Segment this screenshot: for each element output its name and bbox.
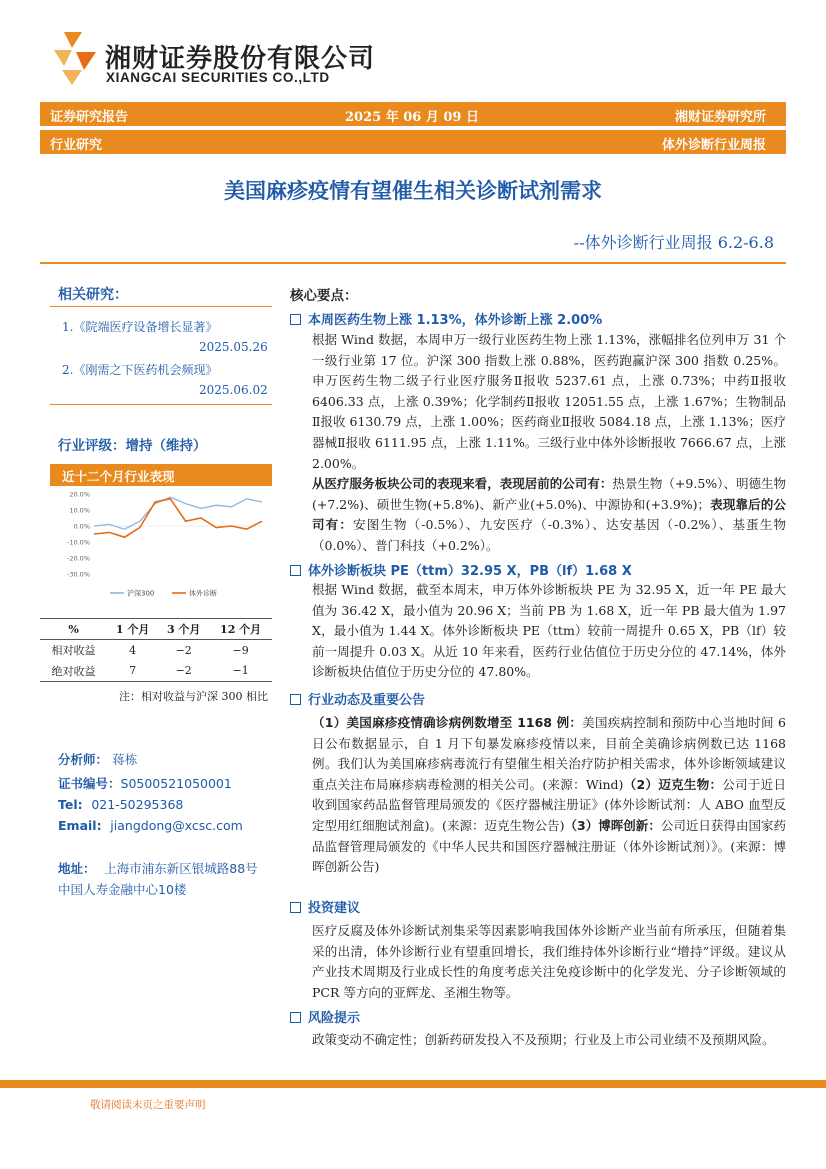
y-tick-label: 0.0% [73, 522, 90, 531]
section-2-title-text: 体外诊断板块 PE（ttm）32.95 X，PB（lf）1.68 X [308, 564, 632, 579]
news-3-title: （3）博晖创新： [564, 817, 661, 833]
section-1-company-paragraph [312, 474, 786, 556]
table-cell: −2 [175, 664, 192, 678]
cert-number: S0500521050001 [120, 776, 232, 791]
institute-name: 湘财证券研究所 [674, 110, 766, 125]
tel-label: Tel: [58, 797, 83, 812]
tel-value: 021-50295368 [91, 797, 184, 812]
report-series: 体外诊断行业周报 [661, 138, 766, 153]
analyst-label: 分析师： [58, 752, 109, 767]
chart-header: 近十二个月行业表现 [50, 464, 272, 486]
table-cell: −2 [175, 643, 192, 657]
company-logo-icon [52, 30, 100, 86]
address-line [58, 859, 258, 877]
laggards-label: 表现靠后的公司有： [312, 496, 786, 533]
cert-line [58, 774, 232, 792]
performance-table [40, 618, 272, 682]
section-3-title [290, 689, 425, 708]
leaders-label: 从医疗服务板块公司的表现来看，表现居前的公司有： [312, 476, 613, 491]
section-5-title-text: 风险提示 [308, 1011, 361, 1026]
checkbox-icon [290, 902, 301, 913]
table-row [40, 640, 272, 661]
company-name-en: XIANGCAI SECURITIES CO.,LTD [106, 70, 330, 85]
report-title: 美国麻疹疫情有望催生相关诊断试剂需求 [224, 179, 602, 203]
address-label: 地址： [58, 861, 96, 876]
section-3-title-text: 行业动态及重要公告 [308, 693, 426, 708]
industry-rating: 行业评级：增持（维持） [58, 438, 207, 454]
y-tick-label: 20.0% [69, 490, 90, 499]
table-header: % [68, 622, 79, 636]
checkbox-icon [290, 314, 301, 325]
checkbox-icon [290, 694, 301, 705]
table-note: 注：相对收益与沪深 300 相比 [119, 690, 268, 703]
section-5-title [290, 1007, 360, 1026]
title-divider [40, 262, 786, 264]
footer-bar [0, 1080, 826, 1088]
performance-chart [50, 488, 272, 606]
section-2-paragraph: 根据 Wind 数据，截至本周末，申万体外诊断板块 PE 为 32.95 X，近一年 PE 最大值为 36.42 X，最小值为 20.96 X；当前 PB 为 1.68 X，近一年 PB 最大值为 1.97 X，最小值为 1.44 X。体外诊断板块 PE（ttm）较前一周提升 0.65 X，PB（lf）较前一周提升 0.03 X。从近 10 年来看，医药行业估值位于历史分位的 47.14%，体外诊断板块估值位于历史分位的 47.80%。 [312, 582, 786, 680]
table-header: 12 个月 [220, 623, 262, 636]
section-2-title [290, 560, 632, 579]
sidebar-divider [50, 306, 272, 307]
news-3-text: 公司近日获得由国家药品监督管理局颁发的《中华人民共和国医疗器械注册证（体外诊断试剂）》。(来源：博晖创新公告) [312, 817, 786, 875]
related-ref-1-date: 2025.05.26 [199, 340, 268, 354]
table-cell: 相对收益 [51, 644, 96, 658]
checkbox-icon [290, 1012, 301, 1023]
y-tick-label: -10.0% [67, 538, 90, 547]
section-3-paragraph [312, 713, 786, 878]
report-subtitle: --体外诊断行业周报 6.2-6.8 [573, 233, 774, 252]
news-1-text: 美国疾病控制和预防中心当地时间 6 日公布数据显示，自 1 月下旬暴发麻疹疫情以来，目前全美确诊病例数已达 1168 例。我们认为美国麻疹病毒流行有望催生相关治疗防护相关需求，体外诊断领域建议重点关注布局麻疹病毒检测的相关公司。(来源：Wind) [312, 715, 786, 792]
section-1-title-text: 本周医药生物上涨 1.13%，体外诊断上涨 2.00% [308, 313, 603, 328]
email-line [58, 818, 243, 833]
header-bar-2 [40, 130, 786, 154]
related-ref-1[interactable]: 1.《院端医疗设备增长显著》 [62, 320, 218, 334]
y-tick-label: 10.0% [69, 506, 90, 515]
section-4-paragraph: 医疗反腐及体外诊断试剂集采等因素影响我国体外诊断产业当前有所承压，但随着集采的出清，体外诊断行业有望重回增长，我们维持体外诊断行业“增持”评级。建议从产业技术周期及行业成长性的角度考虑关注免疫诊断中的化学发光、分子诊断领域的 PCR 等方向的亚辉龙、圣湘生物等。 [312, 923, 786, 1000]
table-cell: −1 [232, 664, 249, 678]
section-1-paragraph: 根据 Wind 数据，本周申万一级行业医药生物上涨 1.13%，涨幅排名位列申万 31 个一级行业第 17 位。沪深 300 指数上涨 0.88%，医药跑赢沪深 300 指数 0.25%。申万医药生物二级子行业医疗服务Ⅱ报收 5237.61 点，上涨 0.73%；中药Ⅱ报收 6406.33 点，上涨 0.39%；化学制药Ⅱ报收 12051.55 点，上涨 1.67%；生物制品Ⅱ报收 6130.79 点，上涨 1.00%；医药商业Ⅱ报收 5084.18 点，上涨 1.13%；医疗器械Ⅱ报收 6111.95 点，上涨 1.11%。三级行业中体外诊断报收 7666.67 点，上涨 2.00%。 [312, 332, 786, 471]
cert-label: 证书编号： [58, 776, 121, 791]
table-header: 1 个月 [115, 623, 150, 636]
table-cell: 绝对收益 [51, 664, 96, 678]
section-5-paragraph: 政策变动不确定性；创新药研发投入不及预期；行业及上市公司业绩不及预期风险。 [312, 1032, 775, 1047]
header-bar-1 [40, 102, 786, 126]
laggards-list: 安图生物（-0.5%）、九安医疗（-0.3%）、达安基因（-0.2%）、基蛋生物（0.0%）、普门科技（+0.2%）。 [312, 517, 786, 553]
legend-label: 沪深300 [127, 589, 155, 598]
related-research-title: 相关研究： [58, 287, 128, 303]
email-value[interactable]: jiangdong@xcsc.com [110, 818, 243, 833]
core-points-title: 核心要点： [290, 288, 358, 304]
table-cell: 7 [129, 664, 137, 678]
address-line-1: 上海市浦东新区银城路88号 [104, 861, 258, 876]
tel-line [58, 797, 183, 812]
footer-disclaimer[interactable]: 敬请阅读末页之重要声明 [90, 1099, 206, 1111]
section-1-title [290, 309, 602, 328]
address-line-2-row [58, 880, 186, 898]
report-category: 行业研究 [50, 138, 103, 153]
news-1-title: （1）美国麻疹疫情确诊病例数增至 1168 例： [312, 715, 583, 730]
related-ref-2-date: 2025.06.02 [199, 383, 268, 397]
section-4-title [290, 897, 360, 916]
email-label: Email: [58, 818, 102, 833]
report-date: 2025 年 06 月 09 日 [345, 110, 479, 125]
news-2-text: 公司于近日收到国家药品监督管理局颁发的《医疗器械注册证》(体外诊断试剂：人 ABO 血型反定型用红细胞试剂盒)。(来源：迈克生物公告) [312, 776, 786, 833]
report-type: 证券研究报告 [50, 110, 129, 125]
leaders-list: 热景生物（+9.5%）、明德生物(+7.2%)、硕世生物(+5.8%)、新产业(+5.0%)、中源协和(+3.9%)； [312, 476, 786, 512]
table-row [40, 661, 272, 682]
table-cell: −9 [232, 643, 249, 657]
sidebar-divider [50, 404, 272, 405]
analyst-line [58, 750, 137, 768]
address-line-2: 中国人寿金融中心10楼 [58, 882, 187, 897]
y-tick-label: -20.0% [67, 554, 90, 563]
company-name-cn: 湘财证券股份有限公司 [105, 44, 376, 74]
checkbox-icon [290, 565, 301, 576]
legend-label: 体外诊断 [189, 589, 217, 598]
news-2-title: （2）迈克生物： [623, 776, 723, 792]
table-cell: 4 [129, 643, 137, 657]
section-4-title-text: 投资建议 [308, 901, 361, 916]
y-tick-label: -30.0% [67, 570, 90, 579]
table-header: 3 个月 [166, 623, 201, 636]
analyst-name: 蒋栋 [112, 752, 138, 767]
related-ref-2[interactable]: 2.《刚需之下医药机会频现》 [62, 363, 218, 377]
series-line-0 [94, 497, 262, 529]
table-header-row [40, 619, 272, 640]
